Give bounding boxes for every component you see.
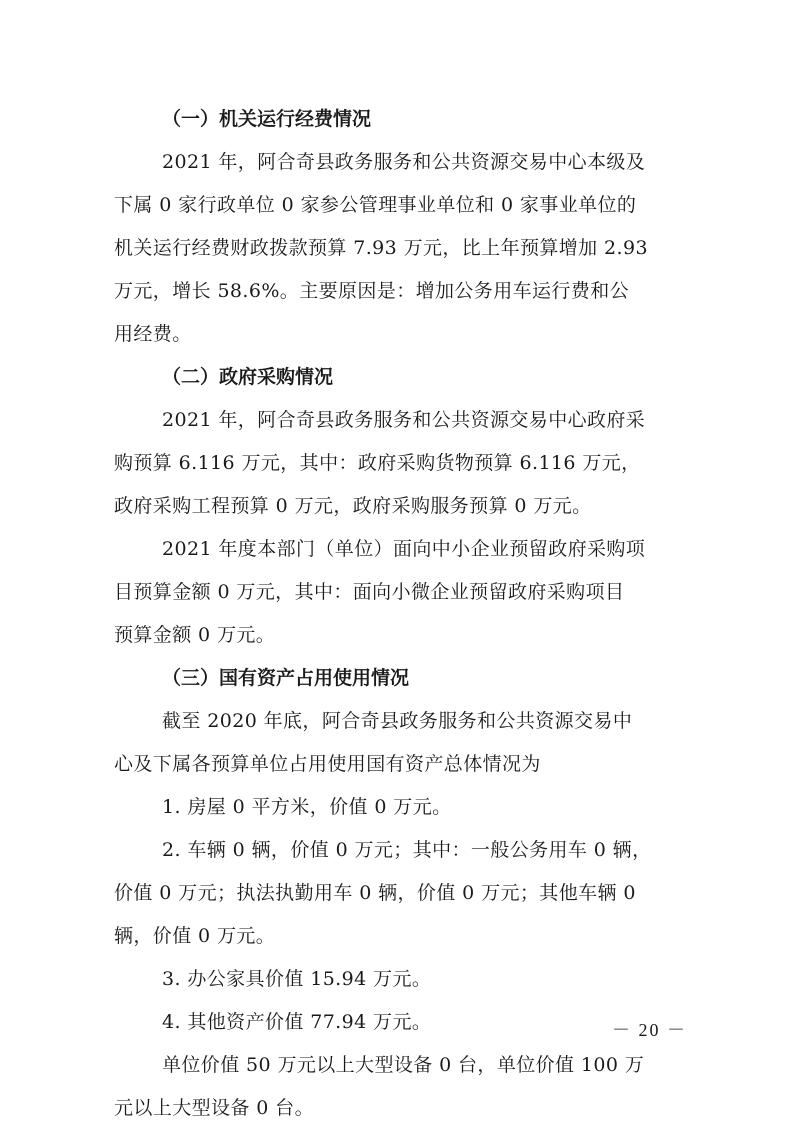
paragraph-operating-expenses [114,141,680,356]
paragraph-line: 2. 车辆 0 辆，价值 0 万元；其中：一般公务用车 0 辆， [162,839,652,861]
paragraph-line: 辆，价值 0 万元。 [114,925,276,947]
paragraph-line: 用经费。 [114,323,192,345]
paragraph-line: 4. 其他资产价值 77.94 万元。 [162,1011,432,1033]
page-number: － 20 － [612,1020,687,1040]
paragraph-sme-reserved [114,528,680,657]
section-heading-operating-expenses: （一）机关运行经费情况 [162,108,372,130]
section-heading-government-procurement: （二）政府采购情况 [162,366,334,388]
paragraph-line: 购预算 6.116 万元，其中：政府采购货物预算 6.116 万元， [114,452,641,474]
paragraph-assets-furniture [114,958,680,1001]
paragraph-assets-equipment [114,1044,680,1130]
paragraph-line: 万元，增长 58.6%。主要原因是：增加公务用车运行费和公 [114,280,629,302]
paragraph-line: 2021 年，阿合奇县政务服务和公共资源交易中心本级及 [162,151,646,173]
paragraph-line: 机关运行经费财政拨款预算 7.93 万元，比上年预算增加 2.93 [114,237,648,259]
paragraph-line: 1. 房屋 0 平方米，价值 0 万元。 [162,796,452,818]
paragraph-line: 2021 年度本部门（单位）面向中小企业预留政府采购项 [162,538,646,560]
document-body [114,98,680,1130]
paragraph-procurement-budget [114,399,680,528]
paragraph-line: 截至 2020 年底，阿合奇县政务服务和公共资源交易中 [162,710,633,732]
paragraph-line: 政府采购工程预算 0 万元，政府采购服务预算 0 万元。 [114,495,592,517]
paragraph-assets-intro [114,700,680,786]
paragraph-line: 元以上大型设备 0 台。 [114,1097,314,1119]
paragraph-line: 2021 年，阿合奇县政务服务和公共资源交易中心政府采 [162,409,646,431]
paragraph-line: 预算金额 0 万元。 [114,624,276,646]
paragraph-line: 价值 0 万元；执法执勤用车 0 辆，价值 0 万元；其他车辆 0 [114,882,636,904]
paragraph-line: 3. 办公家具价值 15.94 万元。 [162,968,432,990]
section-heading-state-assets: （三）国有资产占用使用情况 [162,667,410,689]
paragraph-line: 心及下属各预算单位占用使用国有资产总体情况为 [114,753,541,775]
paragraph-line: 单位价值 50 万元以上大型设备 0 台，单位价值 100 万 [162,1054,645,1076]
paragraph-assets-buildings [114,786,680,829]
paragraph-line: 下属 0 家行政单位 0 家参公管理事业单位和 0 家事业单位的 [114,194,637,216]
paragraph-assets-vehicles [114,829,680,958]
paragraph-line: 目预算金额 0 万元，其中：面向小微企业预留政府采购项目 [114,581,625,603]
paragraph-assets-other [114,1001,680,1044]
